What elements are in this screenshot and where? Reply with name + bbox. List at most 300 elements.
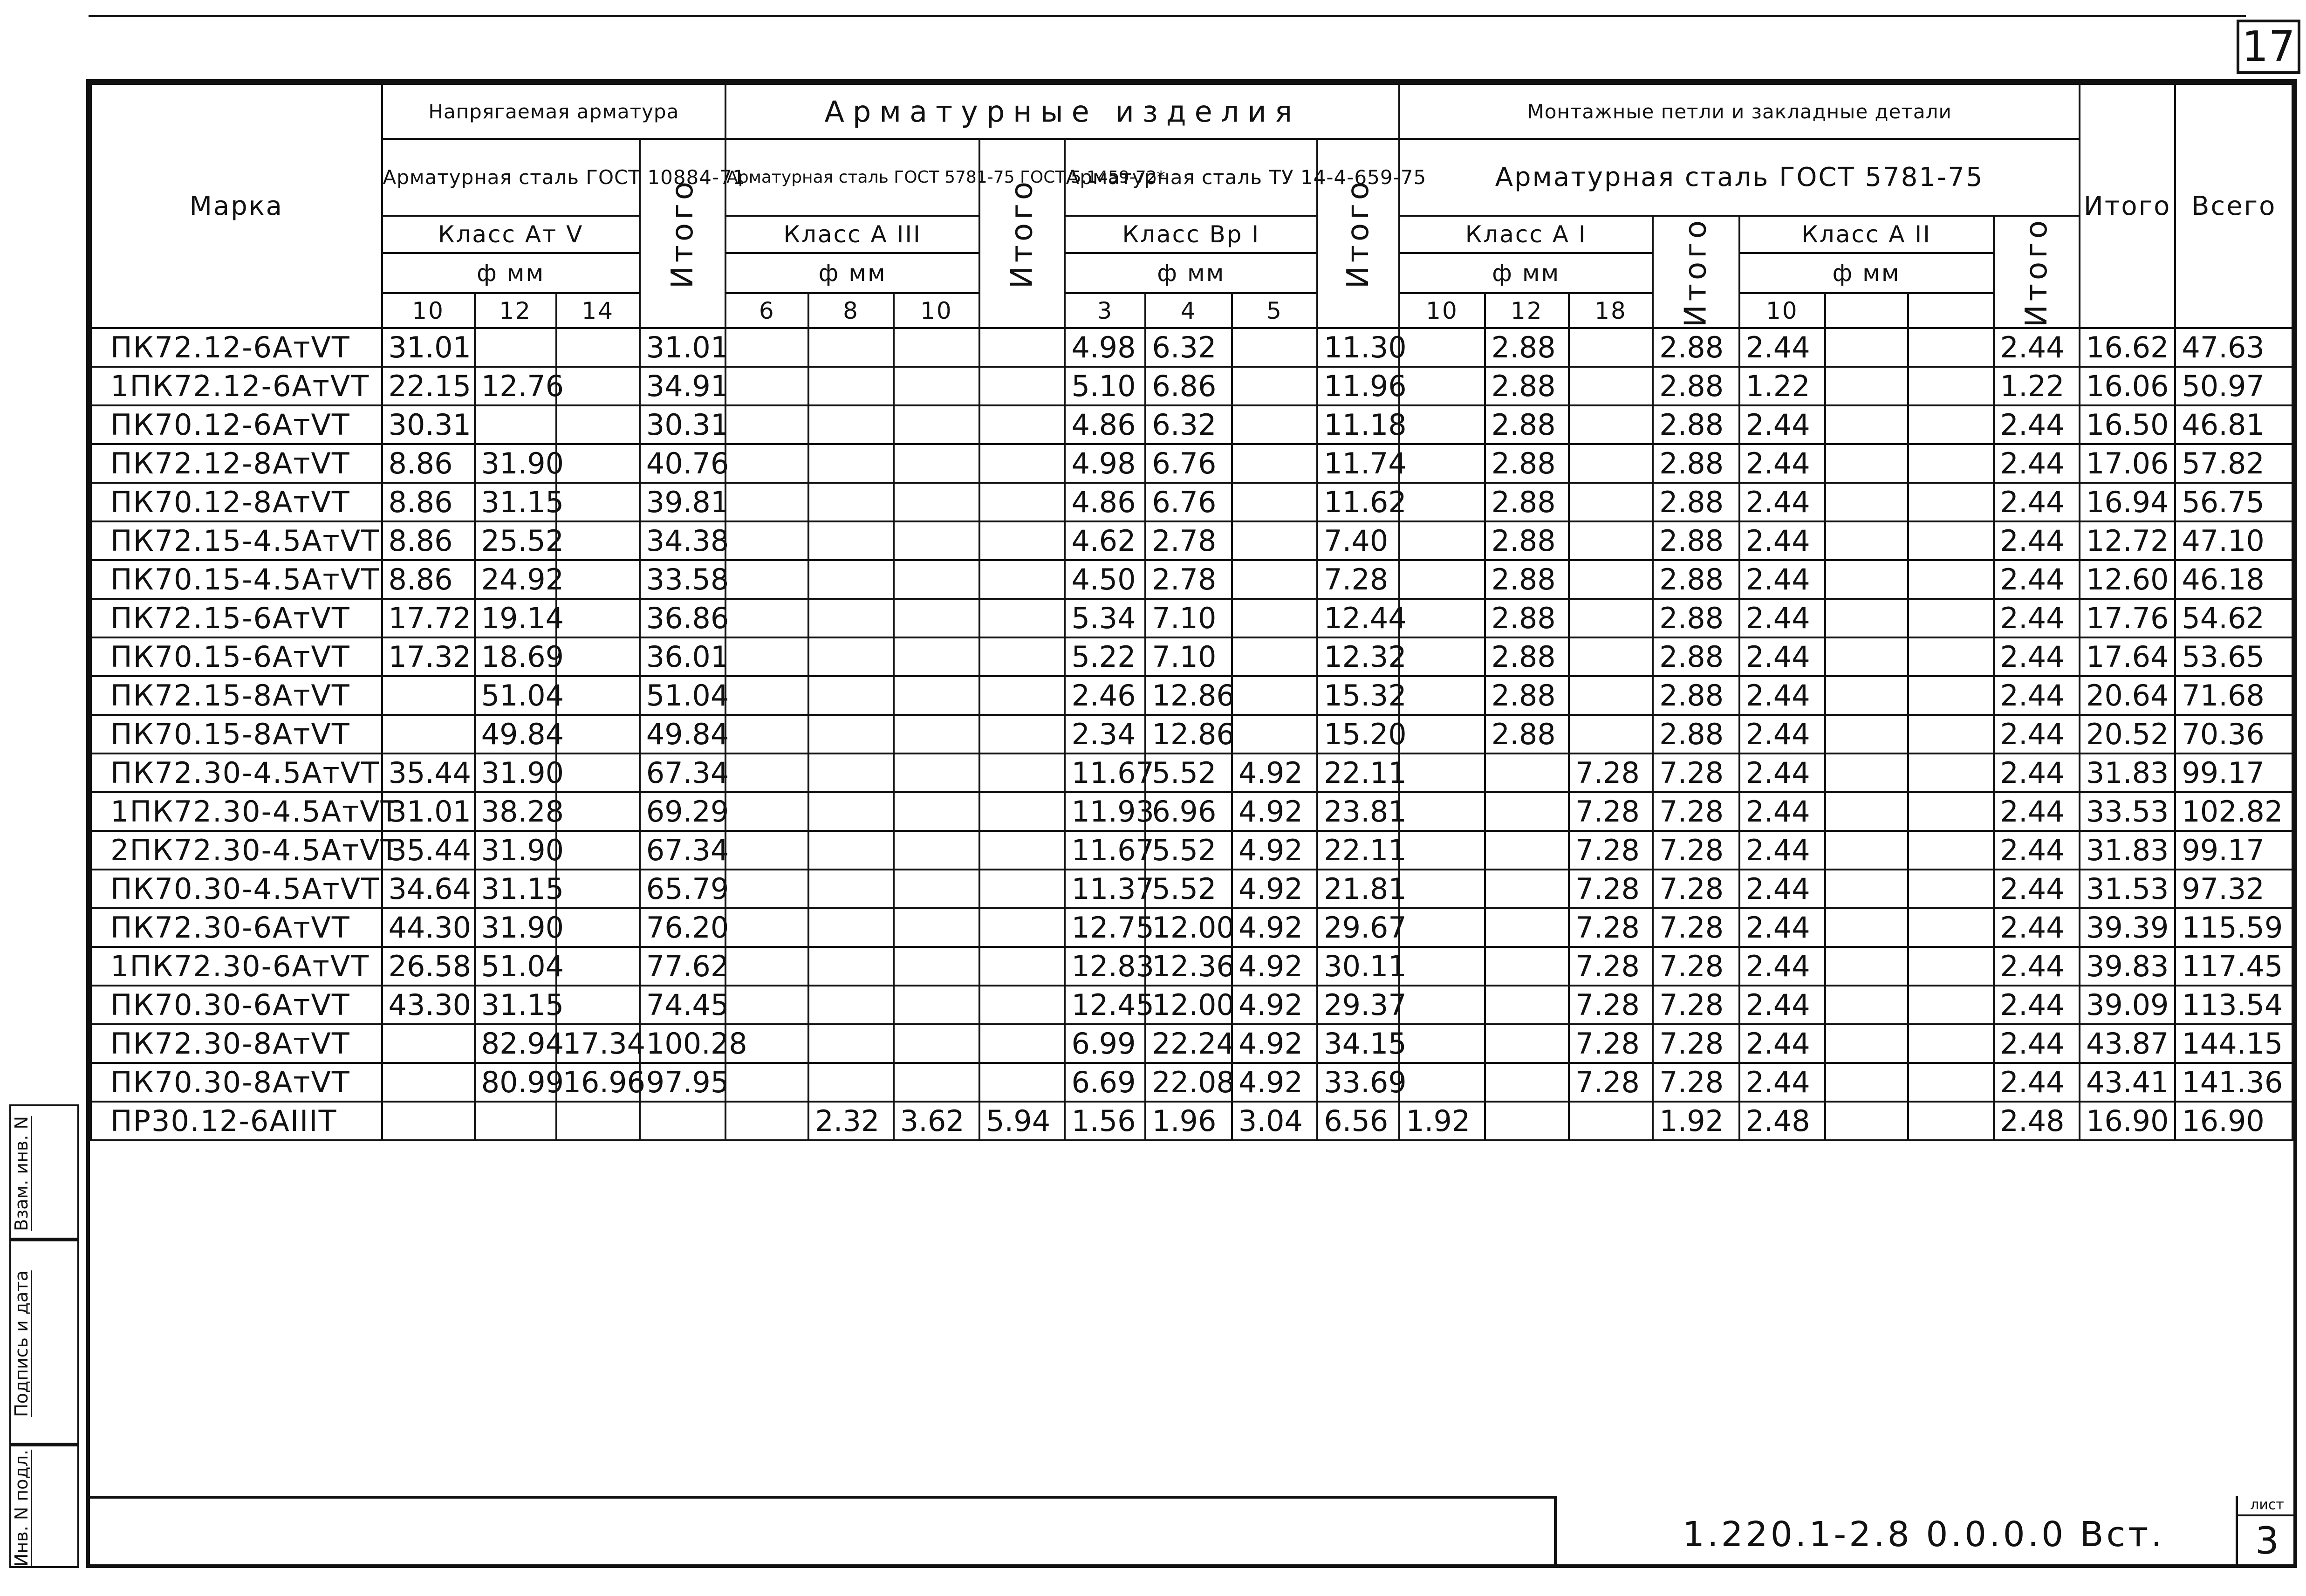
value-cell [1908, 1102, 1993, 1140]
value-cell [556, 792, 640, 831]
value-cell: 2.88 [1485, 367, 1569, 405]
value-cell: 2.44 [1739, 1024, 1825, 1063]
header-group2b-steel: Арматурная сталь ТУ 14-4-659-75 [1065, 139, 1317, 216]
value-cell [808, 444, 893, 483]
value-cell: 17.32 [382, 637, 475, 676]
value-cell: 57.82 [2175, 444, 2292, 483]
value-cell: 8.86 [382, 444, 475, 483]
value-cell [894, 986, 979, 1024]
value-cell: 36.01 [640, 637, 725, 676]
value-cell: 36.86 [640, 599, 725, 637]
value-cell [1908, 328, 1993, 367]
table-row [91, 483, 2292, 521]
value-cell: 31.15 [475, 483, 556, 521]
value-cell [1908, 715, 1993, 753]
value-cell [556, 870, 640, 908]
value-cell: 5.10 [1065, 367, 1145, 405]
value-cell: 38.28 [475, 792, 556, 831]
value-cell [556, 367, 640, 405]
value-cell [1825, 1024, 1908, 1063]
value-cell: 69.29 [640, 792, 725, 831]
value-cell: 22.08 [1145, 1063, 1232, 1102]
value-cell: 4.92 [1232, 908, 1317, 947]
diameter-label: 5 [1232, 293, 1317, 328]
diameter-label [1908, 293, 1993, 328]
value-cell [1485, 1024, 1569, 1063]
value-cell: 34.64 [382, 870, 475, 908]
value-cell [475, 405, 556, 444]
header-group1: Напрягаемая арматура [382, 84, 726, 139]
value-cell: 77.62 [640, 947, 725, 986]
value-cell: 2.44 [1739, 637, 1825, 676]
mark-cell: ПК72.12-8АтVТ [91, 444, 382, 483]
value-cell: 7.28 [1653, 792, 1739, 831]
value-cell: 2.44 [1994, 599, 2080, 637]
value-cell [979, 986, 1065, 1024]
value-cell [808, 1063, 893, 1102]
mark-cell: ПК70.30-6АтVТ [91, 986, 382, 1024]
value-cell [640, 1102, 725, 1140]
value-cell: 7.28 [1653, 986, 1739, 1024]
value-cell: 12.44 [1317, 599, 1399, 637]
value-cell [1825, 792, 1908, 831]
value-cell [1232, 483, 1317, 521]
value-cell: 25.52 [475, 521, 556, 560]
value-cell [1485, 908, 1569, 947]
value-cell: 4.62 [1065, 521, 1145, 560]
value-cell [1399, 831, 1485, 870]
value-cell: 7.28 [1569, 947, 1653, 986]
value-cell: 16.94 [2080, 483, 2175, 521]
value-cell [808, 986, 893, 1024]
value-cell [1825, 831, 1908, 870]
value-cell: 7.28 [1569, 792, 1653, 831]
diameter-label: 6 [725, 293, 808, 328]
value-cell [1399, 444, 1485, 483]
value-cell [1825, 560, 1908, 599]
table-row [91, 870, 2292, 908]
value-cell: 44.30 [382, 908, 475, 947]
diameter-label: 8 [808, 293, 893, 328]
document-code: 1.220.1-2.8 0.0.0.0 Вст. [1683, 1514, 2165, 1555]
value-cell: 12.86 [1145, 715, 1232, 753]
value-cell: 2.88 [1653, 521, 1739, 560]
value-cell: 99.17 [2175, 831, 2292, 870]
value-cell: 2.44 [1739, 792, 1825, 831]
value-cell [808, 715, 893, 753]
value-cell: 11.67 [1065, 831, 1145, 870]
value-cell [725, 483, 808, 521]
value-cell [894, 908, 979, 947]
value-cell: 97.95 [640, 1063, 725, 1102]
value-cell: 2.88 [1653, 676, 1739, 715]
value-cell: 102.82 [2175, 792, 2292, 831]
value-cell [808, 947, 893, 986]
value-cell: 2.88 [1485, 715, 1569, 753]
value-cell: 144.15 [2175, 1024, 2292, 1063]
diameter-label [1825, 293, 1908, 328]
value-cell: 2.44 [1994, 637, 2080, 676]
value-cell [1485, 870, 1569, 908]
value-cell [725, 444, 808, 483]
value-cell: 117.45 [2175, 947, 2292, 986]
value-cell: 5.34 [1065, 599, 1145, 637]
value-cell: 47.63 [2175, 328, 2292, 367]
value-cell: 49.84 [475, 715, 556, 753]
header-phi: ф мм [1739, 253, 1994, 293]
header-phi: ф мм [725, 253, 979, 293]
value-cell: 1.92 [1399, 1102, 1485, 1140]
mark-cell: 1ПК72.12-6АтVТ [91, 367, 382, 405]
value-cell: 2.88 [1485, 599, 1569, 637]
value-cell [1825, 1063, 1908, 1102]
value-cell [808, 753, 893, 792]
value-cell: 31.01 [640, 328, 725, 367]
value-cell: 40.76 [640, 444, 725, 483]
value-cell [979, 328, 1065, 367]
value-cell: 2.44 [1739, 986, 1825, 1024]
value-cell: 2.88 [1653, 328, 1739, 367]
table-row [91, 405, 2292, 444]
value-cell [1232, 560, 1317, 599]
value-cell: 16.96 [556, 1063, 640, 1102]
value-cell: 16.06 [2080, 367, 2175, 405]
value-cell [556, 1102, 640, 1140]
header-phi: ф мм [1399, 253, 1653, 293]
value-cell [894, 367, 979, 405]
diameter-label: 10 [1399, 293, 1485, 328]
value-cell: 2.44 [1739, 831, 1825, 870]
header-group1-itogo: Итого [640, 139, 725, 328]
value-cell: 30.31 [640, 405, 725, 444]
value-cell: 7.28 [1653, 831, 1739, 870]
value-cell: 21.81 [1317, 870, 1399, 908]
value-cell [1485, 947, 1569, 986]
value-cell [1399, 1024, 1485, 1063]
header-group3a-itogo: Итого [1653, 216, 1739, 328]
value-cell: 2.88 [1485, 521, 1569, 560]
value-cell [1908, 521, 1993, 560]
value-cell [1485, 1102, 1569, 1140]
value-cell: 65.79 [640, 870, 725, 908]
value-cell [1399, 715, 1485, 753]
value-cell [1908, 405, 1993, 444]
value-cell [1908, 753, 1993, 792]
value-cell: 7.28 [1653, 947, 1739, 986]
value-cell: 115.59 [2175, 908, 2292, 947]
table-row [91, 1063, 2292, 1102]
value-cell: 7.28 [1569, 1024, 1653, 1063]
value-cell: 2.44 [1739, 405, 1825, 444]
value-cell [1908, 986, 1993, 1024]
value-cell: 12.76 [475, 367, 556, 405]
header-itogo-total: Итого [2080, 84, 2175, 328]
value-cell [1908, 367, 1993, 405]
diameter-label: 12 [1485, 293, 1569, 328]
value-cell: 20.52 [2080, 715, 2175, 753]
value-cell [556, 753, 640, 792]
value-cell: 4.92 [1232, 753, 1317, 792]
value-cell [1232, 715, 1317, 753]
value-cell: 2.44 [1739, 521, 1825, 560]
mark-cell: ПК70.15-6АтVТ [91, 637, 382, 676]
value-cell: 11.62 [1317, 483, 1399, 521]
value-cell [1908, 444, 1993, 483]
value-cell: 16.90 [2175, 1102, 2292, 1140]
value-cell: 51.04 [640, 676, 725, 715]
value-cell: 7.28 [1317, 560, 1399, 599]
header-group3a-class: Класс А I [1399, 216, 1653, 253]
value-cell [475, 1102, 556, 1140]
value-cell: 2.88 [1485, 405, 1569, 444]
value-cell: 56.75 [2175, 483, 2292, 521]
value-cell [1569, 444, 1653, 483]
value-cell: 2.78 [1145, 521, 1232, 560]
value-cell: 16.90 [2080, 1102, 2175, 1140]
value-cell: 16.50 [2080, 405, 2175, 444]
value-cell [1908, 483, 1993, 521]
value-cell: 50.97 [2175, 367, 2292, 405]
value-cell: 2.88 [1653, 599, 1739, 637]
value-cell [979, 676, 1065, 715]
value-cell [808, 637, 893, 676]
value-cell: 2.44 [1994, 676, 2080, 715]
value-cell [1825, 521, 1908, 560]
value-cell: 35.44 [382, 753, 475, 792]
value-cell: 2.48 [1739, 1102, 1825, 1140]
value-cell: 6.32 [1145, 405, 1232, 444]
value-cell: 113.54 [2175, 986, 2292, 1024]
value-cell [1399, 560, 1485, 599]
value-cell: 31.90 [475, 444, 556, 483]
value-cell [808, 521, 893, 560]
value-cell: 30.11 [1317, 947, 1399, 986]
value-cell: 2.88 [1653, 715, 1739, 753]
value-cell: 31.15 [475, 870, 556, 908]
value-cell: 2.44 [1739, 715, 1825, 753]
value-cell: 2.88 [1653, 367, 1739, 405]
value-cell [808, 1024, 893, 1063]
value-cell: 39.83 [2080, 947, 2175, 986]
value-cell: 17.76 [2080, 599, 2175, 637]
table-row [91, 753, 2292, 792]
value-cell [725, 599, 808, 637]
value-cell [1569, 560, 1653, 599]
specification-table [90, 83, 2293, 1141]
value-cell: 1.92 [1653, 1102, 1739, 1140]
value-cell: 7.10 [1145, 599, 1232, 637]
mark-cell: ПК70.30-4.5АтVТ [91, 870, 382, 908]
value-cell: 2.44 [1994, 483, 2080, 521]
value-cell [1825, 1102, 1908, 1140]
value-cell [1232, 367, 1317, 405]
value-cell [1569, 715, 1653, 753]
value-cell [808, 870, 893, 908]
value-cell [1908, 792, 1993, 831]
value-cell [979, 715, 1065, 753]
value-cell: 12.75 [1065, 908, 1145, 947]
value-cell: 1.22 [1739, 367, 1825, 405]
value-cell [979, 483, 1065, 521]
value-cell: 74.45 [640, 986, 725, 1024]
value-cell: 2.44 [1739, 870, 1825, 908]
value-cell: 17.06 [2080, 444, 2175, 483]
value-cell [894, 831, 979, 870]
value-cell [979, 753, 1065, 792]
value-cell [894, 483, 979, 521]
value-cell: 2.44 [1994, 715, 2080, 753]
value-cell: 99.17 [2175, 753, 2292, 792]
value-cell: 26.58 [382, 947, 475, 986]
value-cell [556, 715, 640, 753]
value-cell: 2.88 [1653, 405, 1739, 444]
value-cell: 6.32 [1145, 328, 1232, 367]
value-cell [1825, 753, 1908, 792]
value-cell [894, 405, 979, 444]
value-cell: 12.45 [1065, 986, 1145, 1024]
table-row [91, 637, 2292, 676]
value-cell [894, 792, 979, 831]
value-cell: 12.86 [1145, 676, 1232, 715]
mark-cell: 2ПК72.30-4.5АтVТ [91, 831, 382, 870]
value-cell: 67.34 [640, 753, 725, 792]
value-cell: 141.36 [2175, 1063, 2292, 1102]
value-cell [979, 367, 1065, 405]
value-cell: 2.44 [1994, 444, 2080, 483]
mark-cell: ПР30.12-6АIIIТ [91, 1102, 382, 1140]
mark-cell: 1ПК72.30-6АтVТ [91, 947, 382, 986]
table-row [91, 715, 2292, 753]
value-cell: 12.83 [1065, 947, 1145, 986]
value-cell [894, 947, 979, 986]
value-cell [894, 1024, 979, 1063]
value-cell [808, 792, 893, 831]
value-cell [725, 715, 808, 753]
table-row [91, 947, 2292, 986]
value-cell [808, 483, 893, 521]
diameter-label: 18 [1569, 293, 1653, 328]
value-cell: 2.44 [1739, 560, 1825, 599]
value-cell [725, 1063, 808, 1102]
value-cell [1485, 831, 1569, 870]
value-cell: 19.14 [475, 599, 556, 637]
value-cell: 31.83 [2080, 831, 2175, 870]
value-cell: 53.65 [2175, 637, 2292, 676]
value-cell: 8.86 [382, 483, 475, 521]
mark-cell: ПК70.30-8АтVТ [91, 1063, 382, 1102]
value-cell [382, 1024, 475, 1063]
value-cell [894, 870, 979, 908]
value-cell: 2.44 [1994, 792, 2080, 831]
value-cell: 2.44 [1994, 1024, 2080, 1063]
value-cell: 2.88 [1485, 483, 1569, 521]
value-cell [979, 908, 1065, 947]
value-cell [556, 521, 640, 560]
value-cell [979, 792, 1065, 831]
side-label-podpis: Подпись и дата [11, 1270, 32, 1418]
value-cell: 4.92 [1232, 947, 1317, 986]
value-cell [808, 560, 893, 599]
value-cell: 4.92 [1232, 1024, 1317, 1063]
value-cell [979, 405, 1065, 444]
value-cell: 33.53 [2080, 792, 2175, 831]
table-row [91, 676, 2292, 715]
sheet-label: лист [2238, 1496, 2296, 1516]
value-cell [979, 637, 1065, 676]
value-cell: 31.83 [2080, 753, 2175, 792]
value-cell: 7.28 [1653, 753, 1739, 792]
value-cell [1825, 986, 1908, 1024]
specification-body [91, 328, 2292, 1140]
value-cell: 7.28 [1653, 1063, 1739, 1102]
value-cell: 15.32 [1317, 676, 1399, 715]
sheet-box [2236, 1496, 2296, 1568]
value-cell: 71.68 [2175, 676, 2292, 715]
value-cell [1399, 870, 1485, 908]
value-cell [475, 328, 556, 367]
table-row [91, 328, 2292, 367]
value-cell [1569, 521, 1653, 560]
value-cell [1485, 986, 1569, 1024]
value-cell [1399, 986, 1485, 1024]
value-cell [894, 444, 979, 483]
value-cell: 47.10 [2175, 521, 2292, 560]
value-cell [1399, 521, 1485, 560]
value-cell [1825, 637, 1908, 676]
mark-cell: 1ПК72.30-4.5АтVТ [91, 792, 382, 831]
value-cell [1399, 405, 1485, 444]
value-cell: 100.28 [640, 1024, 725, 1063]
value-cell: 8.86 [382, 521, 475, 560]
value-cell: 2.44 [1994, 328, 2080, 367]
value-cell: 2.44 [1994, 986, 2080, 1024]
value-cell [1569, 405, 1653, 444]
value-cell [894, 715, 979, 753]
value-cell [1908, 637, 1993, 676]
value-cell: 24.92 [475, 560, 556, 599]
header-vsego: Всего [2175, 84, 2292, 328]
value-cell [1825, 908, 1908, 947]
value-cell [382, 1102, 475, 1140]
value-cell: 2.44 [1994, 521, 2080, 560]
value-cell [1825, 947, 1908, 986]
value-cell: 2.44 [1739, 444, 1825, 483]
value-cell: 3.62 [894, 1102, 979, 1140]
value-cell: 1.22 [1994, 367, 2080, 405]
value-cell: 82.94 [475, 1024, 556, 1063]
diameter-label: 10 [382, 293, 475, 328]
value-cell: 7.28 [1653, 870, 1739, 908]
diameter-label: 4 [1145, 293, 1232, 328]
value-cell [725, 367, 808, 405]
value-cell: 5.94 [979, 1102, 1065, 1140]
value-cell [725, 831, 808, 870]
value-cell: 2.44 [1739, 1063, 1825, 1102]
value-cell: 4.98 [1065, 328, 1145, 367]
value-cell: 43.87 [2080, 1024, 2175, 1063]
value-cell: 2.34 [1065, 715, 1145, 753]
value-cell: 2.44 [1994, 753, 2080, 792]
value-cell [894, 637, 979, 676]
value-cell: 12.72 [2080, 521, 2175, 560]
side-cell [9, 1104, 79, 1240]
value-cell: 2.88 [1485, 676, 1569, 715]
value-cell [1908, 947, 1993, 986]
table-row [91, 367, 2292, 405]
value-cell [894, 599, 979, 637]
value-cell: 11.67 [1065, 753, 1145, 792]
value-cell: 2.44 [1994, 908, 2080, 947]
